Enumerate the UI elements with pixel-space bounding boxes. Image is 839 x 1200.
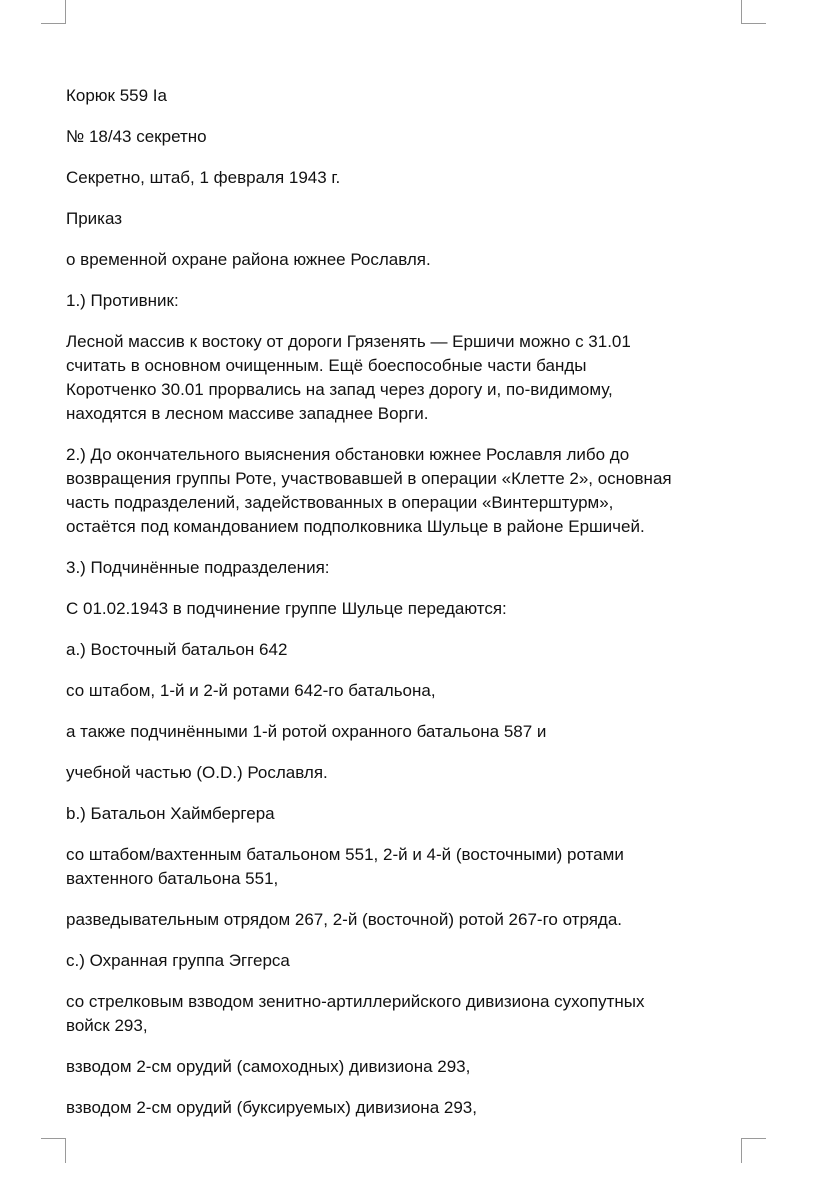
item-c-heading: c.) Охранная группа Эггерса xyxy=(66,951,290,970)
item-a-line-3: учебной частью (O.D.) Рославля. xyxy=(66,763,328,782)
crop-mark-bottom-right xyxy=(741,1138,766,1163)
doc-subtitle: о временной охране района южнее Рославля. xyxy=(66,250,431,269)
section-2-text: 2.) До окончательного выяснения обстановки южнее Рославля либо до возвращения группы Роте, участвовавшей в операции «Клетте 2», основная часть подразделений, задействованных в операции «Винтерштурм», остаётся под командованием подполковника Шульце в районе Ершичей. xyxy=(66,445,672,536)
crop-mark-top-left xyxy=(41,0,66,24)
item-b-heading: b.) Батальон Хаймбергера xyxy=(66,804,275,823)
section-1-text: Лесной массив к востоку от дороги Грязенять — Ершичи можно с 31.01 считать в основном очищенным. Ещё боеспособные части банды Коротченко 30.01 прорвались на запад через дорогу и, по-видимому, находятся в лесном массиве западнее Ворги. xyxy=(66,332,631,423)
section-3-intro: С 01.02.1943 в подчинение группе Шульце передаются: xyxy=(66,599,507,618)
item-b-line-1: со штабом/вахтенным батальоном 551, 2-й и 4-й (восточными) ротами вахтенного батальона 551, xyxy=(66,845,624,888)
item-c-line-2: взводом 2-см орудий (самоходных) дивизиона 293, xyxy=(66,1057,471,1076)
section-3-heading: 3.) Подчинённые подразделения: xyxy=(66,558,330,577)
doc-title: Приказ xyxy=(66,209,123,228)
item-c-line-3: взводом 2-см орудий (буксируемых) дивизиона 293, xyxy=(66,1098,477,1117)
doc-header-unit: Корюк 559 Ia xyxy=(66,86,167,105)
item-a-line-2: а также подчинёнными 1-й ротой охранного батальона 587 и xyxy=(66,722,547,741)
document-body xyxy=(66,84,756,1137)
crop-mark-bottom-left xyxy=(41,1138,66,1163)
item-b-line-2: разведывательным отрядом 267, 2-й (восточной) ротой 267-го отряда. xyxy=(66,910,623,929)
doc-date-line: Секретно, штаб, 1 февраля 1943 г. xyxy=(66,168,341,187)
doc-number: № 18/43 секретно xyxy=(66,127,207,146)
crop-mark-top-right xyxy=(741,0,766,24)
item-c-line-1: со стрелковым взводом зенитно-артиллерийского дивизиона сухопутных войск 293, xyxy=(66,992,645,1035)
section-1-heading: 1.) Противник: xyxy=(66,291,179,310)
item-a-line-1: со штабом, 1-й и 2-й ротами 642-го батальона, xyxy=(66,681,436,700)
item-a-heading: a.) Восточный батальон 642 xyxy=(66,640,288,659)
